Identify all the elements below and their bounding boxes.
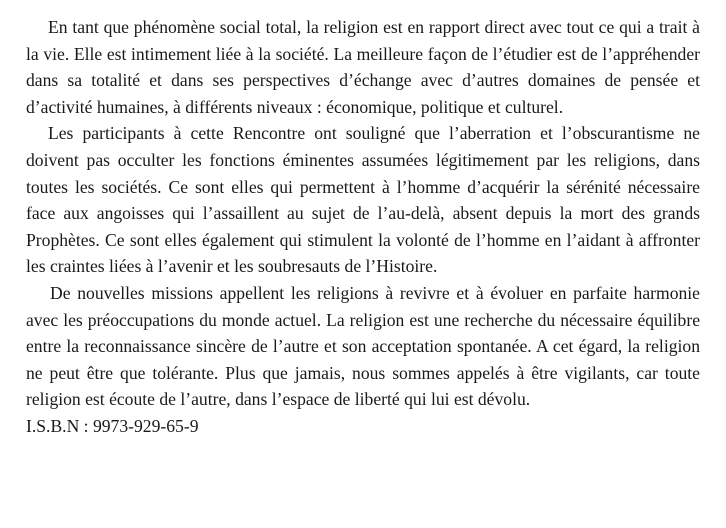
paragraph-1: En tant que phénomène social total, la religion est en rapport direct avec tout ce qui a trait à la vie. Elle est intimement liée à la société. La meilleure façon de l’étudier est de l’appréhender dans sa totalité et dans ses perspectives d’échange avec d’autres domaines de pensée et d’activité humaines, à différents niveaux : économique, politique et culturel.: [26, 17, 700, 117]
isbn-line: I.S.B.N : 9973-929-65-9: [26, 415, 199, 436]
paragraph-2: Les participants à cette Rencontre ont souligné que l’aberration et l’obscurantisme ne doivent pas occulter les fonctions éminentes assumées légitimement par les religions, dans toutes les sociétés. Ce sont elles qui permettent à l’homme d’acquérir la sérénité nécessaire face aux angoisses qui l’assaillent au sujet de l’au-delà, absent depuis la mort des grands Prophètes. Ce sont elles également qui stimulent la volonté de l’homme en l’aidant à affronter les craintes liées à l’avenir et les soubresauts de l’Histoire.: [26, 123, 700, 277]
paragraph-3: De nouvelles missions appellent les religions à revivre et à évoluer en parfaite harmonie avec les préoccupations du monde actuel. La religion est une recherche du nécessaire équilibre entre la reconnaissance sincère de l’autre et son acceptation spontanée. A cet égard, la religion ne peut être que tolérante. Plus que jamais, nous sommes appelés à être vigilants, car toute religion est écoute de l’autre, dans l’espace de liberté qui lui est dévolu.: [26, 282, 700, 410]
document-page: [26, 14, 700, 440]
